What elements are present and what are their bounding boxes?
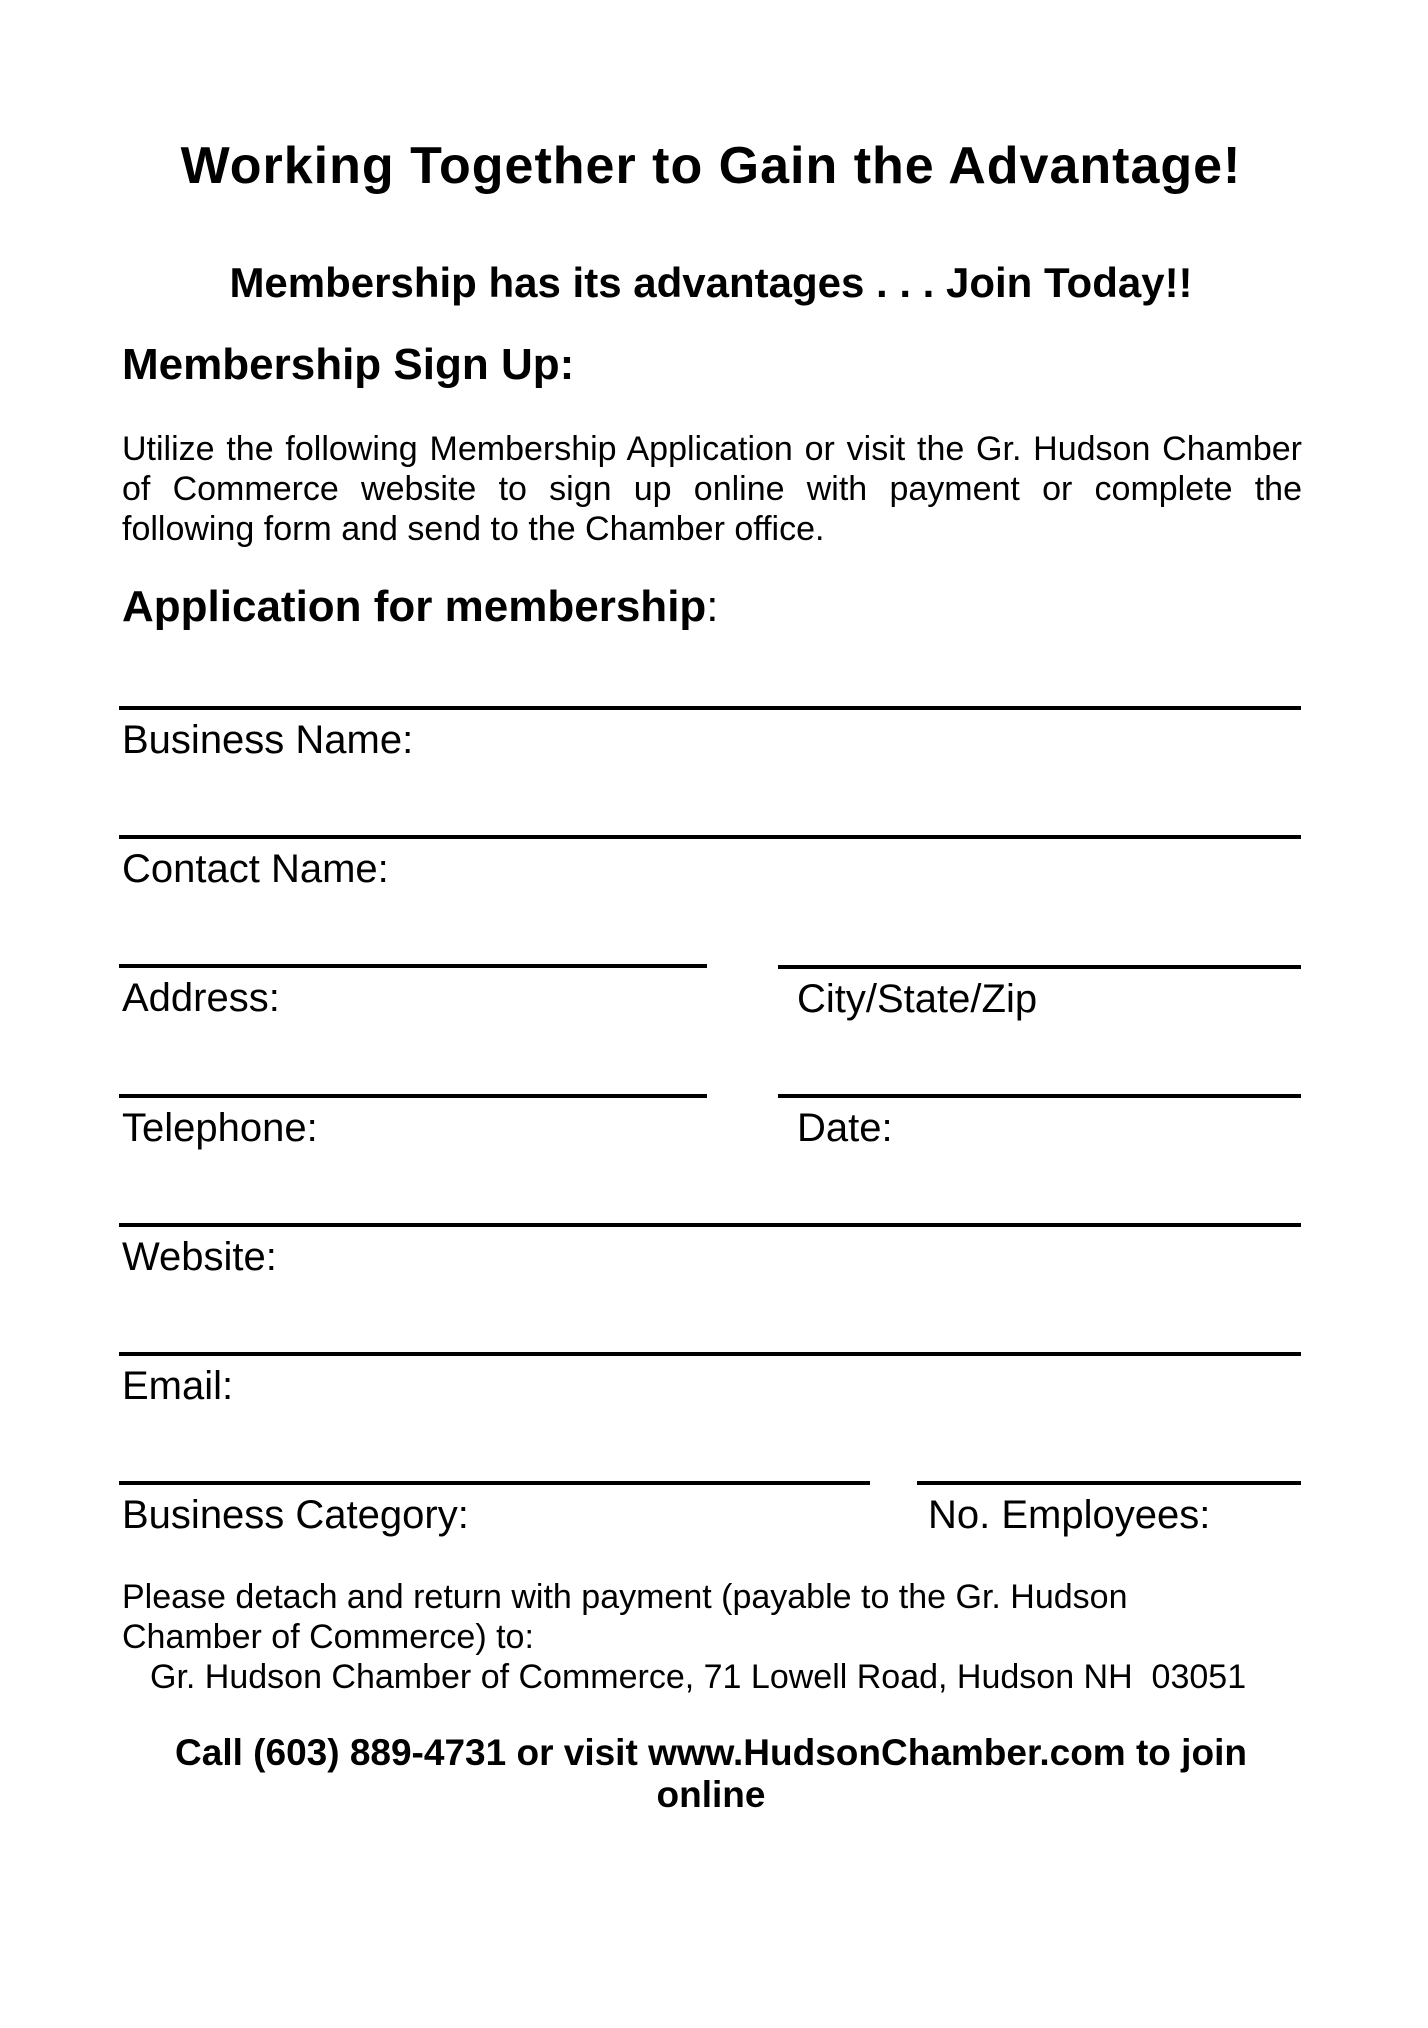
page-title: Working Together to Gain the Advantage! bbox=[180, 137, 1242, 195]
date-label: Date: bbox=[797, 1106, 893, 1150]
business-category-label: Business Category: bbox=[122, 1493, 469, 1537]
field-no-employees bbox=[917, 1481, 1301, 1537]
application-heading bbox=[122, 583, 719, 631]
no-employees-label: No. Employees: bbox=[928, 1493, 1211, 1537]
field-email bbox=[119, 1352, 1301, 1408]
field-website bbox=[119, 1223, 1301, 1279]
call-to-action: Call (603) 889-4731 or visit www.HudsonChamber.com to join online bbox=[175, 1732, 1247, 1815]
email-label: Email: bbox=[122, 1364, 234, 1408]
detach-instruction-line1: Please detach and return with payment (payable to the Gr. Hudson bbox=[122, 1578, 1128, 1616]
intro-paragraph: Utilize the following Membership Application or visit the Gr. Hudson Chamber of Commerce website to sign up online with payment or complete the following form and send to the Chamber office. bbox=[122, 430, 1302, 548]
detach-instruction bbox=[122, 1577, 1128, 1657]
telephone-label: Telephone: bbox=[122, 1106, 318, 1150]
application-heading-colon: : bbox=[706, 582, 719, 631]
field-contact-name bbox=[119, 835, 1301, 891]
application-heading-text: Application for membership bbox=[122, 582, 707, 631]
field-date bbox=[778, 1094, 1301, 1150]
mailing-address: Gr. Hudson Chamber of Commerce, 71 Lowell Road, Hudson NH 03051 bbox=[150, 1658, 1247, 1696]
city-state-zip-label: City/State/Zip bbox=[797, 977, 1038, 1021]
contact-name-label: Contact Name: bbox=[122, 847, 389, 891]
signup-heading: Membership Sign Up: bbox=[122, 340, 575, 389]
field-telephone bbox=[119, 1094, 707, 1150]
field-business-category bbox=[119, 1481, 870, 1537]
website-label: Website: bbox=[122, 1235, 277, 1279]
field-city-state-zip bbox=[778, 965, 1301, 1021]
field-business-name bbox=[119, 706, 1301, 762]
detach-instruction-line2: Chamber of Commerce) to: bbox=[122, 1618, 534, 1656]
business-name-label: Business Name: bbox=[122, 718, 414, 762]
address-label: Address: bbox=[122, 976, 280, 1020]
membership-subtitle: Membership has its advantages . . . Join Today!! bbox=[229, 259, 1193, 306]
field-address bbox=[119, 964, 707, 1020]
